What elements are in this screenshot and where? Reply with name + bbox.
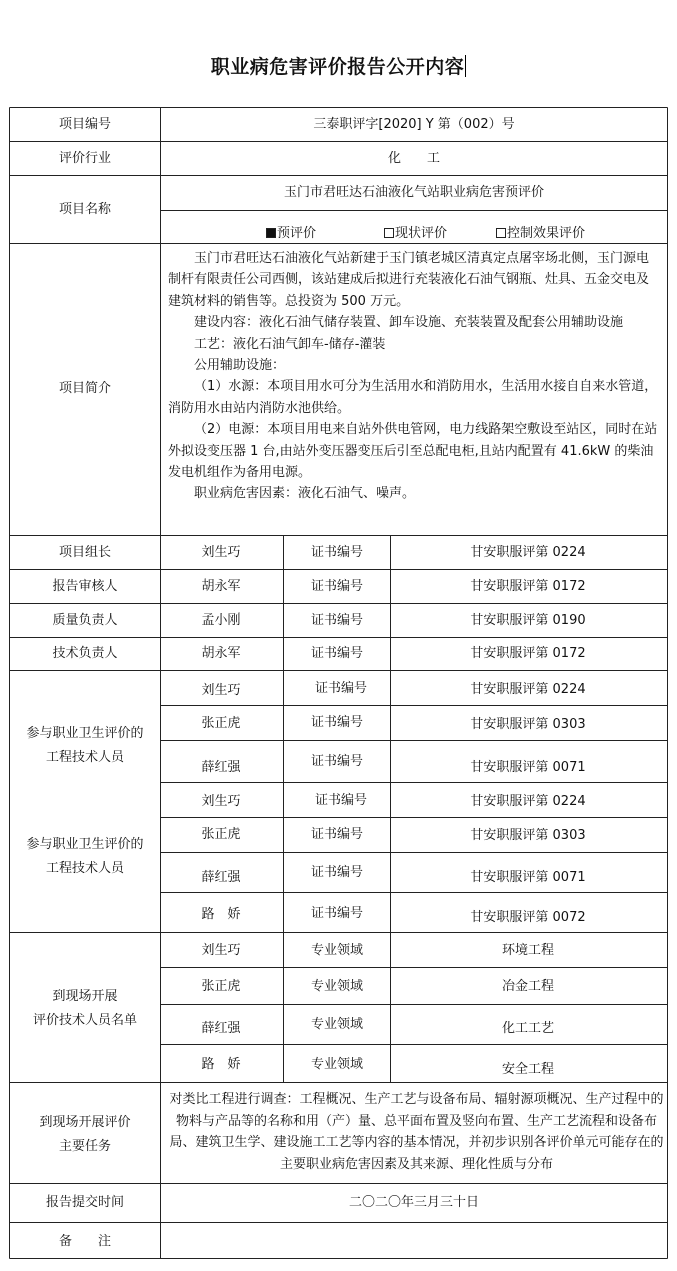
cert-label: 证书编号 [310, 545, 364, 560]
label-industry: 评价行业 [58, 151, 112, 166]
officer-cert: 甘安职服评第 0190 [470, 613, 586, 628]
label-task-line2: 主要任务 [58, 1139, 112, 1154]
cert-label: 证书编号 [310, 715, 364, 730]
cert-label: 证书编号 [310, 579, 364, 594]
option-label: 现状评价 [395, 226, 448, 241]
onsite-name: 薛红强 [201, 1021, 241, 1036]
participant-name: 张正虎 [201, 827, 241, 842]
value-submit-time: 二〇二〇年三月三十日 [348, 1195, 480, 1210]
field-label: 专业领域 [310, 1057, 364, 1072]
summary-paragraph: （2）电源：本项目用电来自站外供电管网，电力线路架空敷设至站区，同时在站外拟设变压器 1 台,由站外变压器变压后引至总配电柜,且站内配置有 41.6kW 的柴油发电机组作为备用电源。 [168, 422, 658, 481]
label-onsite-line2: 评价技术人员名单 [32, 1013, 138, 1028]
cert-label: 证书编号 [310, 646, 364, 661]
label-project-leader: 项目组长 [58, 545, 112, 560]
cert-label: 证书编号 [314, 793, 368, 808]
checkbox-empty-icon [384, 228, 394, 238]
label-technical-officer: 技术负责人 [52, 646, 118, 661]
summary-paragraph: 公用辅助设施： [194, 358, 286, 374]
onsite-name: 刘生巧 [201, 943, 241, 958]
onsite-field: 冶金工程 [501, 979, 555, 994]
option-status-evaluation[interactable] [384, 222, 447, 241]
cert-label: 证书编号 [310, 754, 364, 769]
cert-label: 证书编号 [310, 865, 364, 880]
option-label: 控制效果评价 [507, 226, 586, 241]
label-participants-line1: 参与职业卫生评价的 [26, 837, 144, 852]
label-onsite-line1: 到现场开展 [52, 989, 118, 1004]
cert-label: 证书编号 [310, 613, 364, 628]
participant-cert: 甘安职服评第 0071 [470, 760, 586, 775]
onsite-name: 张正虎 [201, 979, 241, 994]
option-control-effect-evaluation[interactable] [496, 222, 585, 241]
summary-paragraph: 职业病危害因素：液化石油气、噪声。 [194, 486, 416, 502]
officer-name: 孟小刚 [201, 613, 241, 628]
value-project-number: 三泰职评字[2020] Y 第（002）号 [313, 117, 515, 132]
onsite-field: 环境工程 [501, 943, 555, 958]
label-submit-time: 报告提交时间 [45, 1195, 125, 1210]
label-report-reviewer: 报告审核人 [52, 579, 118, 594]
participant-cert: 甘安职服评第 0071 [470, 870, 586, 885]
page-title: 职业病危害评价报告公开内容 [210, 56, 465, 78]
officer-cert: 甘安职服评第 0224 [470, 545, 586, 560]
officer-name: 胡永军 [201, 646, 241, 661]
checkbox-empty-icon [496, 228, 506, 238]
summary-paragraph: （1）水源：本项目用水可分为生活用水和消防用水，生活用水接自自来水管道，消防用水由站内消防水池供给。 [168, 379, 658, 416]
participant-name: 张正虎 [201, 716, 241, 731]
label-project-number: 项目编号 [58, 117, 112, 132]
field-label: 专业领域 [310, 943, 364, 958]
participant-name: 薛红强 [201, 760, 241, 775]
cert-label: 证书编号 [310, 906, 364, 921]
option-label: 预评价 [277, 226, 317, 241]
main-task-text: 对类比工程进行调查：工程概况、生产工艺与设备布局、辐射源项概况、生产过程中的物料与产品等的名称和用（产）量、总平面布置及竖向布置、生产工艺流程和设备布局、建筑卫生学、建设施工工艺等内容的基本情况，并初步识别各评价单元可能存在的主要职业病危害因素及其来源、理化性质与分布 [169, 1092, 664, 1172]
officer-name: 胡永军 [201, 579, 241, 594]
field-label: 专业领域 [310, 1017, 364, 1032]
cert-label: 证书编号 [310, 827, 364, 842]
label-participants-line1: 参与职业卫生评价的 [26, 726, 144, 741]
summary-paragraph: 玉门市君旺达石油液化气站新建于玉门镇老城区清真定点屠宰场北侧，玉门源电制杆有限责任公司西侧，该站建成后拟进行充装液化石油气钢瓶、灶具、五金交电及建筑材料的销售等。总投资为 500 万元。 [168, 251, 650, 309]
participant-name: 路 娇 [201, 907, 241, 922]
cert-label: 证书编号 [314, 681, 368, 696]
onsite-name: 路 娇 [201, 1057, 241, 1072]
value-project-name: 玉门市君旺达石油液化气站职业病危害预评价 [283, 185, 545, 200]
participant-cert: 甘安职服评第 0303 [470, 717, 586, 732]
participant-cert: 甘安职服评第 0303 [470, 828, 586, 843]
label-project-summary: 项目简介 [58, 381, 112, 396]
participant-cert: 甘安职服评第 0224 [470, 682, 586, 697]
label-task-line1: 到现场开展评价 [39, 1115, 131, 1130]
label-quality-officer: 质量负责人 [52, 613, 118, 628]
officer-cert: 甘安职服评第 0172 [470, 579, 586, 594]
participant-name: 薛红强 [201, 870, 241, 885]
participant-cert: 甘安职服评第 0072 [470, 910, 586, 925]
label-remark: 备 注 [58, 1234, 112, 1249]
checkbox-checked-icon [266, 228, 276, 238]
label-project-name: 项目名称 [58, 202, 112, 217]
project-summary [168, 248, 661, 505]
label-participants-line2: 工程技术人员 [45, 750, 125, 765]
value-industry: 化 工 [387, 151, 441, 166]
officer-name: 刘生巧 [201, 545, 241, 560]
officer-cert: 甘安职服评第 0172 [470, 646, 586, 661]
field-label: 专业领域 [310, 979, 364, 994]
participant-name: 刘生巧 [201, 794, 241, 809]
option-pre-evaluation[interactable] [266, 222, 316, 241]
participant-cert: 甘安职服评第 0224 [470, 794, 586, 809]
participant-name: 刘生巧 [201, 683, 241, 698]
summary-paragraph: 工艺：液化石油气卸车-储存-灌装 [194, 336, 386, 352]
label-participants-line2: 工程技术人员 [45, 861, 125, 876]
onsite-field: 安全工程 [501, 1062, 555, 1077]
onsite-field: 化工工艺 [501, 1021, 555, 1036]
summary-paragraph: 建设内容：液化石油气储存装置、卸车设施、充装装置及配套公用辅助设施 [194, 315, 624, 331]
